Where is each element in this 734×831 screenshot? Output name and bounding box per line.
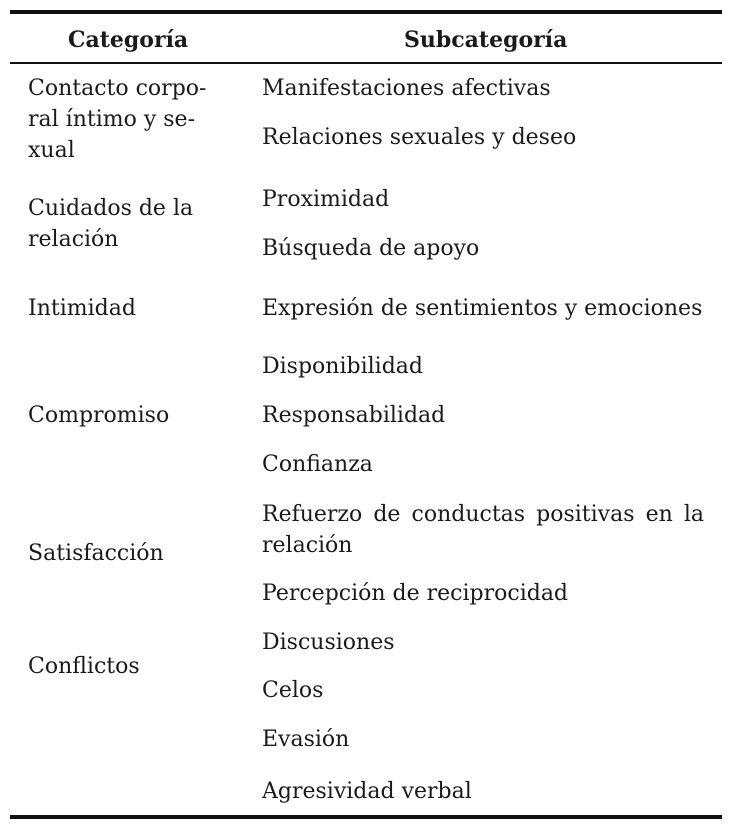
subcategory-agresividad: Agresividad verbal [262, 779, 472, 804]
category-compromiso: Compromiso [28, 403, 170, 428]
subcategory-expresion: Expresión de sentimientos y emociones [262, 296, 703, 321]
category-intimidad: Intimidad [28, 296, 136, 321]
subcategory-evasion: Evasión [262, 727, 350, 752]
subcategory-confianza: Confianza [262, 452, 373, 477]
table-top-rule [10, 10, 722, 14]
subcategory-proximidad: Proximidad [262, 187, 390, 212]
subcategory-refuerzo: Refuerzo de conductas positivas en la relación [262, 502, 704, 558]
subcategory-relaciones-sexuales: Relaciones sexuales y deseo [262, 125, 577, 150]
category-conflictos: Conflictos [28, 654, 140, 679]
table-bottom-rule [10, 815, 722, 819]
subcategory-busqueda-apoyo: Búsqueda de apoyo [262, 236, 480, 261]
category-cuidados: Cuidados de la relación [28, 196, 194, 252]
subcategory-responsabilidad: Responsabilidad [262, 403, 446, 428]
subcategory-discusiones: Discusiones [262, 630, 395, 655]
category-satisfaccion: Satisfacción [28, 541, 164, 566]
category-contacto-corporal [28, 73, 214, 166]
header-subcategory: Subcategoría [404, 27, 568, 53]
subcategory-manifestaciones: Manifestaciones afectivas [262, 76, 551, 101]
table-header-rule [10, 62, 722, 64]
subcategory-disponibilidad: Disponibilidad [262, 354, 423, 379]
subcategory-reciprocidad: Percepción de reciprocidad [262, 581, 569, 606]
category-label: Contacto corpo- ral íntimo y se- xual [28, 76, 207, 163]
subcategory-celos: Celos [262, 678, 324, 703]
header-category: Categoría [68, 27, 189, 53]
